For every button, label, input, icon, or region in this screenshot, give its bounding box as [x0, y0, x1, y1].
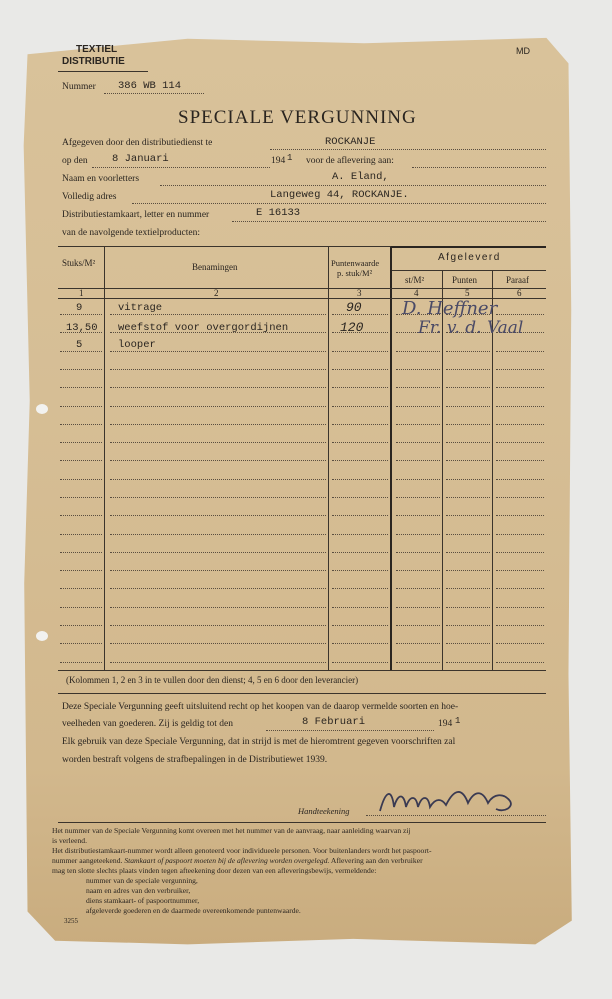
table-top-rule-right [391, 246, 546, 248]
row-guide-line [496, 625, 544, 626]
delivery-dots [412, 167, 546, 168]
row-guide-line [110, 442, 326, 443]
row-guide-line [110, 460, 326, 461]
row-guide-line [496, 643, 544, 644]
row-guide-line [396, 534, 440, 535]
table-row-2-qty: 13,50 [66, 322, 98, 334]
row-guide-line [110, 314, 326, 315]
col5-header: Punten [452, 275, 478, 285]
row-guide-line [60, 424, 102, 425]
valid-year-value: 1 [455, 716, 461, 726]
signature-scribble [376, 783, 526, 817]
table-row-3-qty: 5 [76, 339, 83, 351]
issued-by-value: ROCKANJE [325, 136, 376, 148]
nummer-dots [104, 93, 204, 94]
row-guide-line [446, 460, 490, 461]
row-guide-line [446, 552, 490, 553]
row-guide-line [496, 479, 544, 480]
row-guide-line [496, 314, 544, 315]
row-guide-line [496, 534, 544, 535]
row-guide-line [60, 406, 102, 407]
row-guide-line [332, 625, 388, 626]
row-guide-line [110, 643, 326, 644]
row-guide-line [332, 369, 388, 370]
row-guide-line [396, 442, 440, 443]
valid-year-prefix: 194 [438, 719, 453, 729]
delivered-header: Afgeleverd [438, 252, 501, 263]
row-guide-line [446, 406, 490, 407]
card-value: E 16133 [256, 207, 301, 219]
row-guide-line [110, 515, 326, 516]
row-guide-line [396, 406, 440, 407]
name-value: A. Eland, [332, 171, 389, 183]
row-guide-line [60, 314, 102, 315]
col6-header: Paraaf [506, 275, 529, 285]
row-guide-line [60, 387, 102, 388]
row-guide-line [446, 534, 490, 535]
row-guide-line [332, 442, 388, 443]
row-guide-line [332, 460, 388, 461]
punch-hole-bottom [36, 631, 48, 641]
row-guide-line [110, 534, 326, 535]
col1-header: Stuks/M² [62, 258, 96, 268]
row-guide-line [60, 351, 102, 352]
row-guide-line [496, 515, 544, 516]
row-guide-line [110, 662, 326, 663]
col-divider-1 [104, 247, 105, 670]
row-guide-line [446, 387, 490, 388]
issued-by-dots [270, 149, 546, 150]
row-guide-line [110, 588, 326, 589]
row-guide-line [60, 515, 102, 516]
notes-line5: mag ten slotte slechts plaats vinden tegen afteekening door dezen van een afleveringsbewijs, vermeldende: [52, 866, 377, 875]
validity-line3: Elk gebruik van deze Speciale Vergunning, dat in strijd is met de hieromtrent gegeven voorschriften zal [62, 737, 456, 747]
row-guide-line [60, 369, 102, 370]
row-guide-line [496, 369, 544, 370]
nummer-label: Nummer [62, 82, 96, 92]
header-numbers-rule [58, 288, 546, 289]
row-guide-line [396, 570, 440, 571]
signature-label: Handteekening [298, 806, 350, 816]
row-guide-line [110, 406, 326, 407]
row-guide-line [60, 442, 102, 443]
row-guide-line [332, 662, 388, 663]
row-guide-line [396, 424, 440, 425]
valid-until-value: 8 Februari [302, 716, 366, 728]
nummer-value: 386 WB 114 [118, 80, 182, 92]
notes-list-item: diens stamkaart- of paspoortnummer, [86, 896, 200, 905]
notes-list-item: afgeleverde goederen en de daarmede overeenkomende puntenwaarde. [86, 906, 301, 915]
notes-line4-a: nummer aangeteekend. [52, 856, 123, 865]
validity-line2: veelheden van goederen. Zij is geldig tot den [62, 719, 233, 729]
row-guide-line [446, 442, 490, 443]
table-row-3-name: looper [118, 339, 156, 351]
col3-header-line2: p. stuk/M² [337, 268, 373, 278]
row-guide-line [446, 643, 490, 644]
notes-line4-c: Aflevering aan den verbruiker [330, 856, 423, 865]
row-guide-line [496, 351, 544, 352]
card-label: Distributiestamkaart, letter en nummer [62, 210, 210, 220]
row-guide-line [332, 479, 388, 480]
row-guide-line [110, 497, 326, 498]
corner-label-line1: TEXTIEL [76, 44, 118, 55]
year-prefix: 194 [271, 156, 286, 166]
corner-code: MD [516, 46, 530, 56]
row-guide-line [496, 460, 544, 461]
handwritten-delivery-line2: Fr. v. d. Vaal [418, 318, 524, 338]
row-guide-line [110, 424, 326, 425]
row-guide-line [396, 460, 440, 461]
row-guide-line [496, 607, 544, 608]
row-guide-line [60, 534, 102, 535]
row-guide-line [446, 588, 490, 589]
table-bottom-rule [58, 670, 546, 671]
row-guide-line [446, 497, 490, 498]
notes-line2: is verleend. [52, 836, 88, 845]
col-divider-3 [390, 247, 392, 670]
col-divider-2 [328, 247, 329, 670]
col-number-1: 1 [79, 288, 84, 298]
col3-header-line1: Puntenwaarde [331, 258, 380, 268]
address-dots [132, 203, 546, 204]
row-guide-line [496, 424, 544, 425]
date-label: op den [62, 156, 88, 166]
issued-by-label: Afgegeven door den distributiedienst te [62, 138, 213, 148]
notes-line3: Het distributiestamkaart-nummer wordt alleen genoteerd voor individueele personen. Voor buitenlanders wordt het paspoort- [52, 846, 432, 855]
page-title: SPECIALE VERGUNNING [178, 107, 417, 128]
notes-list-item: naam en adres van den verbruiker, [86, 886, 191, 895]
corner-label-underline [58, 71, 148, 72]
row-guide-line [60, 643, 102, 644]
col-number-3: 3 [357, 288, 362, 298]
corner-label [62, 44, 125, 68]
row-guide-line [110, 552, 326, 553]
row-guide-line [60, 588, 102, 589]
row-guide-line [60, 460, 102, 461]
row-guide-line [110, 479, 326, 480]
corner-label-line2: DISTRIBUTIE [62, 56, 125, 67]
col-number-2: 2 [214, 288, 219, 298]
notes-block [52, 826, 432, 916]
validity-line1: Deze Speciale Vergunning geeft uitsluitend recht op het koopen van de daarop vermelde soorten en hoe- [62, 702, 459, 712]
col2-header: Benamingen [192, 262, 238, 272]
validity-line4: worden bestraft volgens de strafbepalingen in de Distributiewet 1939. [62, 755, 328, 765]
row-guide-line [332, 534, 388, 535]
date-value: 8 Januari [112, 153, 169, 165]
footnote-rule [58, 693, 546, 694]
notes-rule [58, 822, 546, 823]
row-guide-line [396, 479, 440, 480]
row-guide-line [110, 369, 326, 370]
table-row-1-name: vitrage [118, 302, 163, 314]
row-guide-line [396, 588, 440, 589]
col-number-6: 6 [517, 288, 522, 298]
row-guide-line [496, 552, 544, 553]
row-guide-line [396, 607, 440, 608]
row-guide-line [60, 497, 102, 498]
row-guide-line [332, 552, 388, 553]
printer-code: 3255 [64, 917, 78, 925]
row-guide-line [110, 625, 326, 626]
notes-line4 [52, 856, 432, 866]
row-guide-line [60, 625, 102, 626]
date-dots [92, 167, 270, 168]
table-row-1-points: 90 [346, 300, 362, 315]
row-guide-line [496, 387, 544, 388]
col4-header: st/M² [405, 275, 425, 285]
row-guide-line [496, 588, 544, 589]
delivery-label: voor de aflevering aan: [306, 156, 394, 166]
row-guide-line [446, 351, 490, 352]
row-guide-line [446, 607, 490, 608]
row-guide-line [332, 351, 388, 352]
notes-line4-b: Stamkaart of paspoort moeten bij de aflevering worden overgelegd. [124, 856, 330, 865]
row-guide-line [446, 625, 490, 626]
year-value: 1 [287, 153, 293, 163]
col-number-5: 5 [465, 288, 470, 298]
table-footnote: (Kolommen 1, 2 en 3 in te vullen door den dienst; 4, 5 en 6 door den leverancier) [66, 675, 359, 685]
address-value: Langeweg 44, ROCKANJE. [270, 189, 409, 201]
row-guide-line [60, 552, 102, 553]
row-guide-line [396, 643, 440, 644]
delivered-subrule [392, 270, 546, 271]
name-label: Naam en voorletters [62, 174, 140, 184]
row-guide-line [496, 497, 544, 498]
row-guide-line [396, 387, 440, 388]
row-guide-line [396, 369, 440, 370]
row-guide-line [446, 424, 490, 425]
row-guide-line [110, 387, 326, 388]
row-guide-line [396, 351, 440, 352]
row-guide-line [332, 515, 388, 516]
row-guide-line [110, 607, 326, 608]
table-row-2-name: weefstof voor overgordijnen [118, 322, 289, 334]
products-label: van de navolgende textielproducten: [62, 228, 200, 238]
row-guide-line [396, 552, 440, 553]
row-guide-line [396, 662, 440, 663]
row-guide-line [332, 570, 388, 571]
row-guide-line [332, 588, 388, 589]
row-guide-line [496, 662, 544, 663]
card-dots [232, 221, 546, 222]
notes-list-item: nummer van de speciale vergunning, [86, 876, 198, 885]
handwritten-delivery-line1: D. Heffner [402, 298, 498, 319]
row-guide-line [396, 497, 440, 498]
row-guide-line [332, 406, 388, 407]
row-guide-line [496, 406, 544, 407]
row-guide-line [60, 479, 102, 480]
row-guide-line [396, 625, 440, 626]
table-top-rule-left [58, 246, 391, 247]
row-guide-line [496, 442, 544, 443]
row-guide-line [60, 607, 102, 608]
row-guide-line [332, 497, 388, 498]
row-guide-line [446, 570, 490, 571]
row-guide-line [110, 570, 326, 571]
row-guide-line [446, 369, 490, 370]
punch-hole-top [36, 404, 48, 414]
row-guide-line [332, 424, 388, 425]
row-guide-line [446, 479, 490, 480]
notes-line1: Het nummer van de Speciale Vergunning komt overeen met het nummer van de aanvraag, naar aanleiding waarvan zij [52, 826, 411, 835]
row-guide-line [446, 515, 490, 516]
valid-until-dots [266, 730, 434, 731]
row-guide-line [332, 607, 388, 608]
row-guide-line [110, 351, 326, 352]
row-guide-line [332, 643, 388, 644]
row-guide-line [332, 387, 388, 388]
notes-list [52, 876, 432, 916]
row-guide-line [396, 515, 440, 516]
address-label: Volledig adres [62, 192, 117, 202]
table-row-1-qty: 9 [76, 302, 83, 314]
table-row-2-points: 120 [340, 320, 364, 335]
row-guide-line [60, 662, 102, 663]
name-dots [160, 185, 546, 186]
col-number-4: 4 [414, 288, 419, 298]
row-guide-line [60, 570, 102, 571]
row-guide-line [446, 662, 490, 663]
row-guide-line [496, 570, 544, 571]
